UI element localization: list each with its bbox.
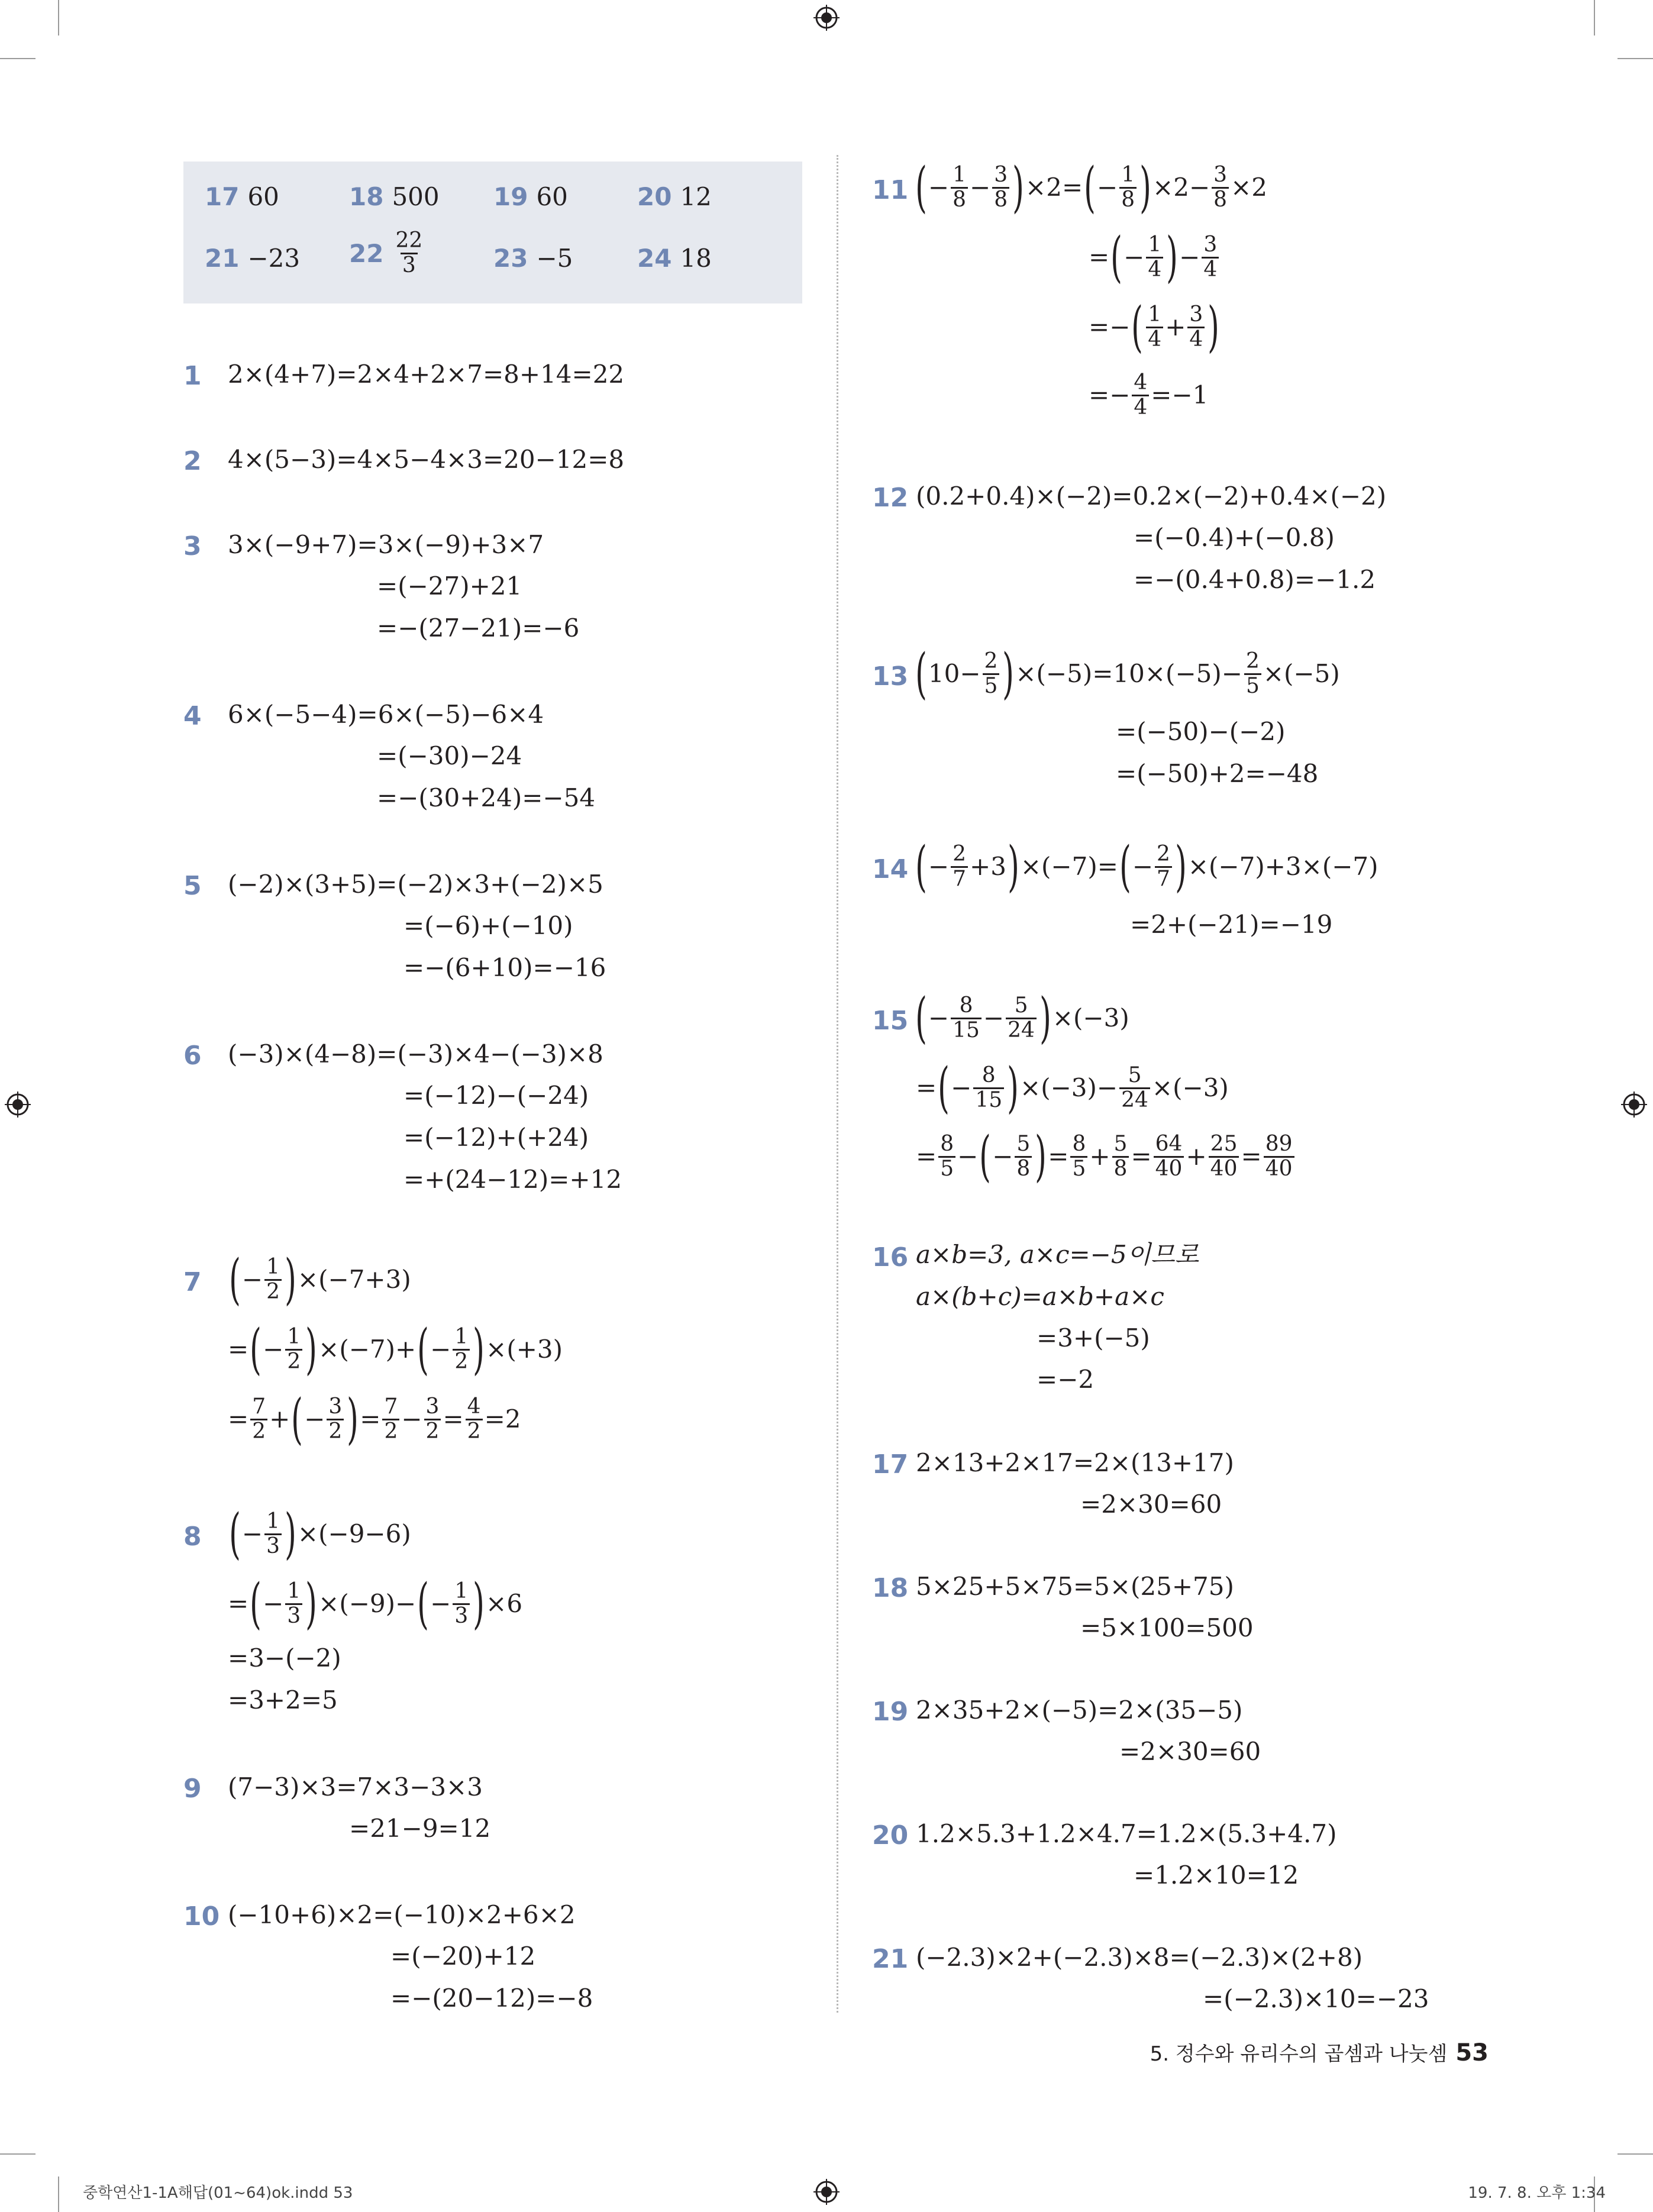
solution-line: ( − $\frac{1}{8}$ − $\frac{3}{8}$ ) ×2= ( − $\frac{1}{8}$ ) ×2− $\frac{3}{8}$ ×2 [915,156,1267,219]
problem-number: 18 [872,1573,909,1603]
answer-item: 21 −23 [205,244,301,273]
solution-line: 2×(4+7)=2×4+2×7=8+14=22 [228,360,625,389]
solution-line: =3+(−5) [1037,1323,1150,1352]
solution-line: =3+2=5 [228,1685,338,1714]
crop-mark [58,0,59,35]
problem-number: 20 [872,1820,909,1851]
solution-line: = $\frac{7}{2}$ + ( − $\frac{3}{2}$ ) = $\frac{7}{2}$ − $\frac{3}{2}$ = $\frac{4}{2}$ =2 [228,1387,521,1451]
solution-line: (0.2+0.4)×(−2)=0.2×(−2)+0.4×(−2) [916,482,1387,511]
solution-line: =(−30)−24 [377,741,522,770]
solution-line: =(−27)+21 [377,571,522,600]
problem-number: 19 [872,1697,909,1727]
solution-line: =1.2×10=12 [1134,1861,1299,1890]
solution-line: =2×30=60 [1119,1737,1261,1766]
solution-line: (−2.3)×2+(−2.3)×8=(−2.3)×(2+8) [916,1943,1363,1972]
solution-line: =−2 [1037,1365,1095,1394]
problem-number: 7 [183,1267,202,1297]
solution-line: 2×13+2×17=2×(13+17) [916,1448,1234,1477]
solution-line: 6×(−5−4)=6×(−5)−6×4 [228,700,544,729]
problem-number: 2 [183,446,202,476]
fraction: $\frac{22}{3}$ [395,228,423,277]
solution-line: =−(27−21)=−6 [377,613,580,642]
solution-line: 1.2×5.3+1.2×4.7=1.2×(5.3+4.7) [916,1819,1337,1848]
solution-line: =− $\frac{4}{4}$ =−1 [1089,370,1209,419]
problem-number: 3 [183,531,202,561]
problem-number: 4 [183,701,202,731]
solution-line: =−(20−12)=−8 [390,1984,593,2013]
solution-line: =+(24−12)=+12 [403,1165,622,1194]
crop-mark [0,58,35,59]
registration-mark-icon [1621,1092,1647,1118]
solution-line: =(−50)+2=−48 [1116,759,1319,788]
problem-number: 12 [872,483,909,513]
crop-mark [1618,58,1653,59]
solution-line: (−10+6)×2=(−10)×2+6×2 [228,1900,576,1929]
registration-mark-icon [813,2179,840,2205]
answer-item: 23 −5 [493,244,573,273]
solution-line: (7−3)×3=7×3−3×3 [228,1772,483,1801]
problem-number: 9 [183,1774,202,1804]
solution-line: = ( − $\frac{1}{2}$ ) ×(−7)+ ( − $\frac{1}{2}$ ) ×(+3) [228,1317,563,1381]
solution-line: (−3)×(4−8)=(−3)×4−(−3)×8 [228,1039,603,1068]
chapter-title: 5. 정수와 유리수의 곱셈과 나눗셈 [1150,2042,1448,2066]
solution-line: =− ( $\frac{1}{4}$ + $\frac{3}{4}$ ) [1089,295,1220,359]
solution-line: = ( − $\frac{8}{15}$ ) ×(−3)− $\frac{5}{24}$ ×(−3) [916,1056,1229,1119]
solution-line: a×b=3, a×c=−5이므로 [916,1240,1199,1269]
solution-line: =−(6+10)=−16 [403,953,606,982]
solution-line: =(−12)−(−24) [403,1081,589,1110]
problem-number: 16 [872,1242,909,1273]
print-slug-file: 중학연산1-1A해답(01~64)ok.indd 53 [83,2184,353,2202]
crop-mark [1618,2153,1653,2155]
answer-item: 20 12 [637,182,712,211]
problem-number: 21 [872,1944,909,1974]
page-number: 53 [1455,2039,1489,2066]
solution-line: =(−12)+(+24) [403,1123,589,1152]
solution-line: 2×35+2×(−5)=2×(35−5) [916,1696,1243,1725]
solution-line: =3−(−2) [228,1643,341,1672]
solution-line: 5×25+5×75=5×(25+75) [916,1572,1234,1601]
crop-mark [58,2177,59,2212]
solution-line: =2×30=60 [1080,1490,1222,1519]
registration-mark-icon [5,1092,31,1118]
problem-number: 8 [183,1522,202,1552]
solution-line: = ( − $\frac{1}{3}$ ) ×(−9)− ( − $\frac{1}{3}$ ) ×6 [228,1572,523,1635]
answer-item: 24 18 [637,244,712,273]
solution-line: =2+(−21)=−19 [1130,910,1333,939]
solution-line: 3×(−9+7)=3×(−9)+3×7 [228,530,544,559]
solution-line: = ( − $\frac{1}{4}$ ) − $\frac{3}{4}$ [1089,233,1221,282]
crop-mark [1594,0,1595,35]
problem-number: 5 [183,871,202,901]
solution-line: ( − $\frac{2}{7}$ +3 ) ×(−7)= ( − $\frac{2}{7}$ ) ×(−7)+3×(−7) [915,835,1378,898]
page-footer [1150,2037,1489,2066]
problem-number: 17 [872,1449,909,1480]
problem-number: 11 [872,175,909,205]
solution-line: =−(0.4+0.8)=−1.2 [1134,565,1376,594]
crop-mark [0,2153,35,2155]
solution-line: ( − $\frac{1}{3}$ ) ×(−9−6) [229,1502,411,1565]
solution-line: 4×(5−3)=4×5−4×3=20−12=8 [228,445,625,474]
solution-line: =5×100=500 [1080,1613,1254,1642]
problem-number: 14 [872,854,909,884]
solution-line: =(−0.4)+(−0.8) [1134,523,1335,552]
solution-line: =21−9=12 [349,1814,491,1843]
problem-number: 10 [183,1901,220,1932]
solution-line: ( − $\frac{1}{2}$ ) ×(−7+3) [229,1248,411,1311]
solution-line: =(−50)−(−2) [1116,717,1286,746]
problem-number: 1 [183,361,202,391]
registration-mark-icon [813,5,840,31]
problem-number: 6 [183,1041,202,1071]
solution-line: =(−2.3)×10=−23 [1203,1984,1429,2013]
answer-item: 22 $\frac{22}{3}$ [349,230,426,277]
answer-item: 17 60 [205,182,279,211]
print-slug-date: 19. 7. 8. 오후 1:34 [1468,2184,1606,2202]
solution-line: (−2)×(3+5)=(−2)×3+(−2)×5 [228,870,603,899]
solution-line: = $\frac{8}{5}$ − ( − $\frac{5}{8}$ ) = $\frac{8}{5}$ + $\frac{5}{8}$ = $\frac{64}{40}$ + $\frac{25}{40}$ = $\frac{89}{40}$ [916,1132,1296,1181]
problem-number: 15 [872,1006,909,1036]
solution-line: ( − $\frac{8}{15}$ − $\frac{5}{24}$ ) ×(−3) [915,986,1129,1050]
solution-line: =−(30+24)=−54 [377,783,596,812]
answer-item: 18 500 [349,182,440,211]
problem-number: 13 [872,661,909,692]
solution-line: =(−20)+12 [390,1942,536,1971]
solution-line: ( 10− $\frac{2}{5}$ ) ×(−5)=10×(−5)− $\frac{2}{5}$ ×(−5) [915,642,1340,705]
column-divider [837,155,838,2013]
answer-item: 19 60 [493,182,568,211]
solution-line: =(−6)+(−10) [403,911,573,940]
solution-line: a×(b+c)=a×b+a×c [916,1282,1164,1311]
